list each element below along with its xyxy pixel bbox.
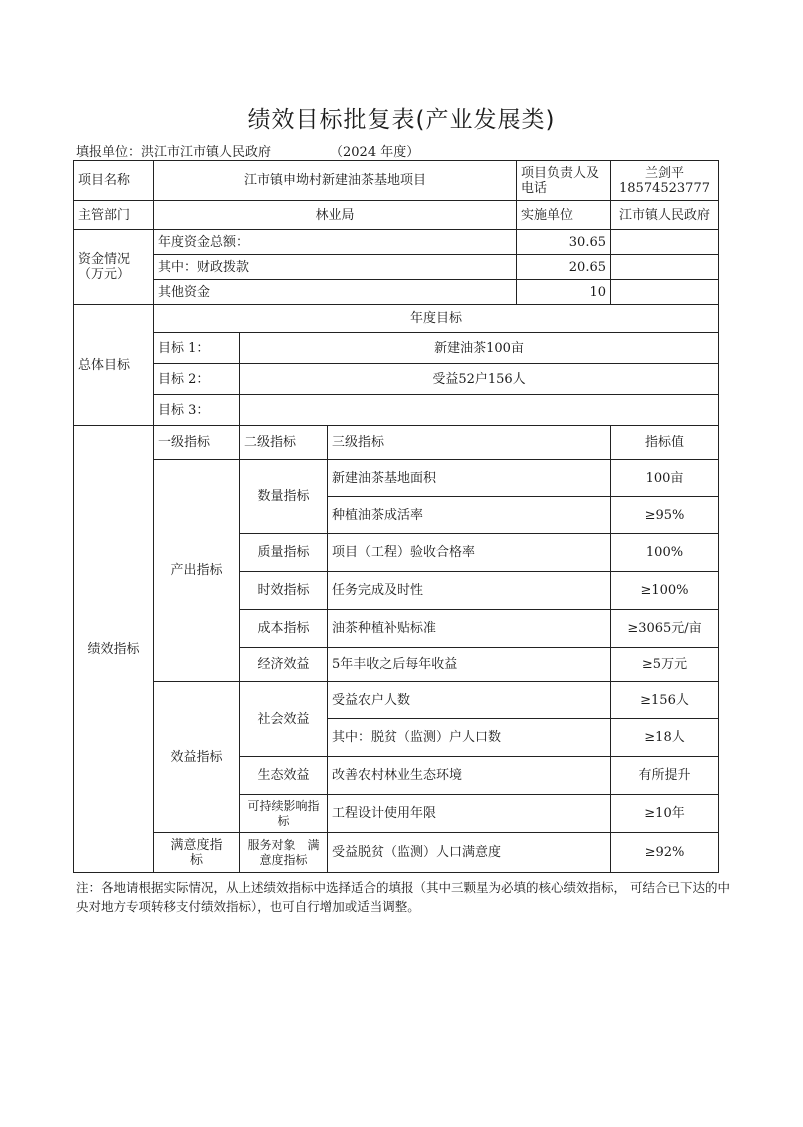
goal-value: 受益52户156人 <box>240 364 719 395</box>
project-name: 江市镇申坳村新建油茶基地项目 <box>154 161 517 201</box>
indicator-name: 项目（工程）验收合格率 <box>328 534 611 572</box>
funds-fiscal-blank <box>611 255 719 280</box>
project-owner-label: 项目负责人及电话 <box>517 161 611 201</box>
perf-label: 绩效指标 <box>74 426 154 873</box>
goals-header-row <box>74 305 719 333</box>
indicator-name: 其中：脱贫（监测）户人口数 <box>328 719 611 757</box>
goal-value: 新建油茶100亩 <box>240 333 719 364</box>
funds-fiscal-value: 20.65 <box>517 255 611 280</box>
indicator-value: ≥156人 <box>611 682 719 719</box>
project-row <box>74 161 719 201</box>
goals-label: 总体目标 <box>74 305 154 426</box>
social-label: 社会效益 <box>240 682 328 757</box>
funds-other-value: 10 <box>517 280 611 305</box>
perf-h3: 三级指标 <box>328 426 611 460</box>
funds-total-value: 30.65 <box>517 230 611 255</box>
funds-total-label: 年度资金总额： <box>154 230 517 255</box>
indicator-name: 受益农户人数 <box>328 682 611 719</box>
perf-h4: 指标值 <box>611 426 719 460</box>
perf-h2: 二级指标 <box>240 426 328 460</box>
indicator-row <box>74 460 719 497</box>
dept-row <box>74 201 719 230</box>
impl-unit-label: 实施单位 <box>517 201 611 230</box>
indicator-value: 有所提升 <box>611 757 719 795</box>
indicator-value: ≥18人 <box>611 719 719 757</box>
benefit-label: 效益指标 <box>154 682 240 833</box>
indicator-row <box>74 682 719 719</box>
reporting-unit-line <box>76 141 420 160</box>
indicator-name: 受益脱贫（监测）人口满意度 <box>328 833 611 873</box>
project-owner: 兰剑平 <box>644 165 684 181</box>
impl-unit-value: 江市镇人民政府 <box>611 201 719 230</box>
indicator-name: 5年丰收之后每年收益 <box>328 648 611 682</box>
page-title: 绩效目标批复表(产业发展类) <box>247 107 556 133</box>
reporting-unit: 填报单位：洪江市江市镇人民政府 <box>76 145 272 160</box>
indicator-name: 工程设计使用年限 <box>328 795 611 833</box>
funds-total-blank <box>611 230 719 255</box>
quality-label: 质量指标 <box>240 534 328 572</box>
indicator-value: ≥92% <box>611 833 719 873</box>
goal-row <box>74 333 719 364</box>
indicator-name: 新建油茶基地面积 <box>328 460 611 497</box>
funds-row-fiscal <box>74 255 719 280</box>
goal-row <box>74 364 719 395</box>
indicator-value: ≥100% <box>611 572 719 610</box>
indicator-value: 100% <box>611 534 719 572</box>
output-label: 产出指标 <box>154 460 240 682</box>
indicator-name: 种植油茶成活率 <box>328 497 611 534</box>
dept-label: 主管部门 <box>74 201 154 230</box>
funds-row-total <box>74 230 719 255</box>
goal-value <box>240 395 719 426</box>
funds-other-blank <box>611 280 719 305</box>
perf-header-row <box>74 426 719 460</box>
project-phone: 18574523777 <box>619 180 710 196</box>
funds-row-other <box>74 280 719 305</box>
indicator-value: ≥3065元/亩 <box>611 610 719 648</box>
cost-label: 成本指标 <box>240 610 328 648</box>
project-owner-cell <box>611 161 719 201</box>
performance-target-table <box>73 160 719 873</box>
indicator-row <box>74 833 719 873</box>
goal-label: 目标 3： <box>154 395 240 426</box>
footnote: 注：各地请根据实际情况，从上述绩效指标中选择适合的填报（其中三颗星为必填的核心绩效指标， 可结合已下达的中央对地方专项转移支付绩效指标），也可自行增加或适当调整。 <box>76 880 730 914</box>
perf-h1: 一级指标 <box>154 426 240 460</box>
indicator-value: 100亩 <box>611 460 719 497</box>
sustain-label: 可持续影响指标 <box>240 795 328 833</box>
indicator-value: ≥10年 <box>611 795 719 833</box>
indicator-name: 任务完成及时性 <box>328 572 611 610</box>
funds-fiscal-label: 其中：财政拨款 <box>154 255 517 280</box>
satisfaction-label: 满意度指 标 <box>154 833 240 873</box>
ecology-label: 生态效益 <box>240 757 328 795</box>
indicator-name: 改善农村林业生态环境 <box>328 757 611 795</box>
goal-label: 目标 1： <box>154 333 240 364</box>
indicator-name: 油茶种植补贴标准 <box>328 610 611 648</box>
indicator-value: ≥5万元 <box>611 648 719 682</box>
project-name-label: 项目名称 <box>74 161 154 201</box>
quantity-label: 数量指标 <box>240 460 328 534</box>
funds-other-label: 其他资金 <box>154 280 517 305</box>
goals-header: 年度目标 <box>154 305 719 333</box>
goal-label: 目标 2： <box>154 364 240 395</box>
economic-label: 经济效益 <box>240 648 328 682</box>
timeliness-label: 时效指标 <box>240 572 328 610</box>
report-year: （2024 年度） <box>330 145 420 160</box>
service-label: 服务对象 满意度指标 <box>240 833 328 873</box>
indicator-value: ≥95% <box>611 497 719 534</box>
goal-row <box>74 395 719 426</box>
dept-value: 林业局 <box>154 201 517 230</box>
funds-label: 资金情况（万元） <box>74 230 154 305</box>
